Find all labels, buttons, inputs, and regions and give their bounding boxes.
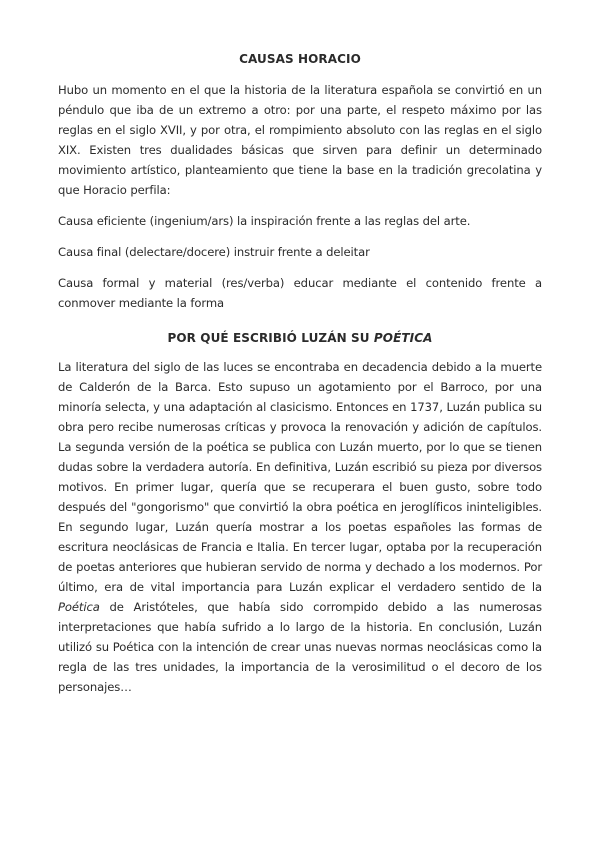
cause-formal-material: Causa formal y material (res/verba) educar mediante el contenido frente a conmover mediante la forma — [58, 276, 542, 310]
section-title-luzan — [58, 331, 542, 345]
section-title-luzan-italic: POÉTICA — [373, 331, 433, 345]
cause-eficiente: Causa eficiente (ingenium/ars) la inspiración frente a las reglas del arte. — [58, 214, 471, 228]
luzan-paragraph-part1: La literatura del siglo de las luces se encontraba en decadencia debido a la muerte de Calderón de la Barca. Esto supuso un agotamiento por el Barroco, por una minoría selecta, y una adaptación al clasicismo. Entonces en 1737, Luzán publica su obra pero recibe numerosas críticas y provoca la renovación y adición de capítulos. La segunda versión de la poética se publica con Luzán muerto, por lo que se tienen dudas sobre la verdadera autoría. En definitiva, Luzán escribió su pieza por diversos motivos. En primer lugar, quería que se recuperara el buen gusto, sobre todo después del "gongorismo" que convirtió la obra poética en jeroglíficos ininteligibles. En segundo lugar, Luzán quería mostrar a los poetas españoles las formas de escritura neoclásicas de Francia e Italia. En tercer lugar, optaba por la recuperación de poetas anteriores que hubieran servido de norma y dechado a los modernos. Por último, era de vital importancia para Luzán explicar el verdadero sentido de la — [58, 360, 542, 594]
luzan-paragraph — [58, 357, 542, 697]
luzan-paragraph-part2: de Aristóteles, que había sido corrompido debido a las numerosas interpretaciones que había sufrido a lo largo de la historia. En conclusión, Luzán utilizó su Poética con la intención de crear unas nuevas normas neoclásicas como la regla de las tres unidades, la importancia de la verosimilitud o el decoro de los personajes… — [58, 600, 542, 694]
section-title-causas-horacio: CAUSAS HORACIO — [239, 52, 361, 66]
section-title-luzan-text: POR QUÉ ESCRIBIÓ LUZÁN SU — [167, 331, 374, 345]
intro-paragraph: Hubo un momento en el que la historia de la literatura española se convirtió en un péndulo que iba de un extremo a otro: por una parte, el respeto máximo por las reglas en el siglo XVII, y por otra, el rompimiento absoluto con las reglas en el siglo XIX. Existen tres dualidades básicas que sirven para definir un determinado movimiento artístico, planteamiento que tiene la base en la tradición grecolatina y que Horacio perfila: — [58, 83, 542, 197]
luzan-paragraph-italic: Poética — [58, 600, 100, 614]
cause-final: Causa final (delectare/docere) instruir frente a deleitar — [58, 245, 370, 259]
